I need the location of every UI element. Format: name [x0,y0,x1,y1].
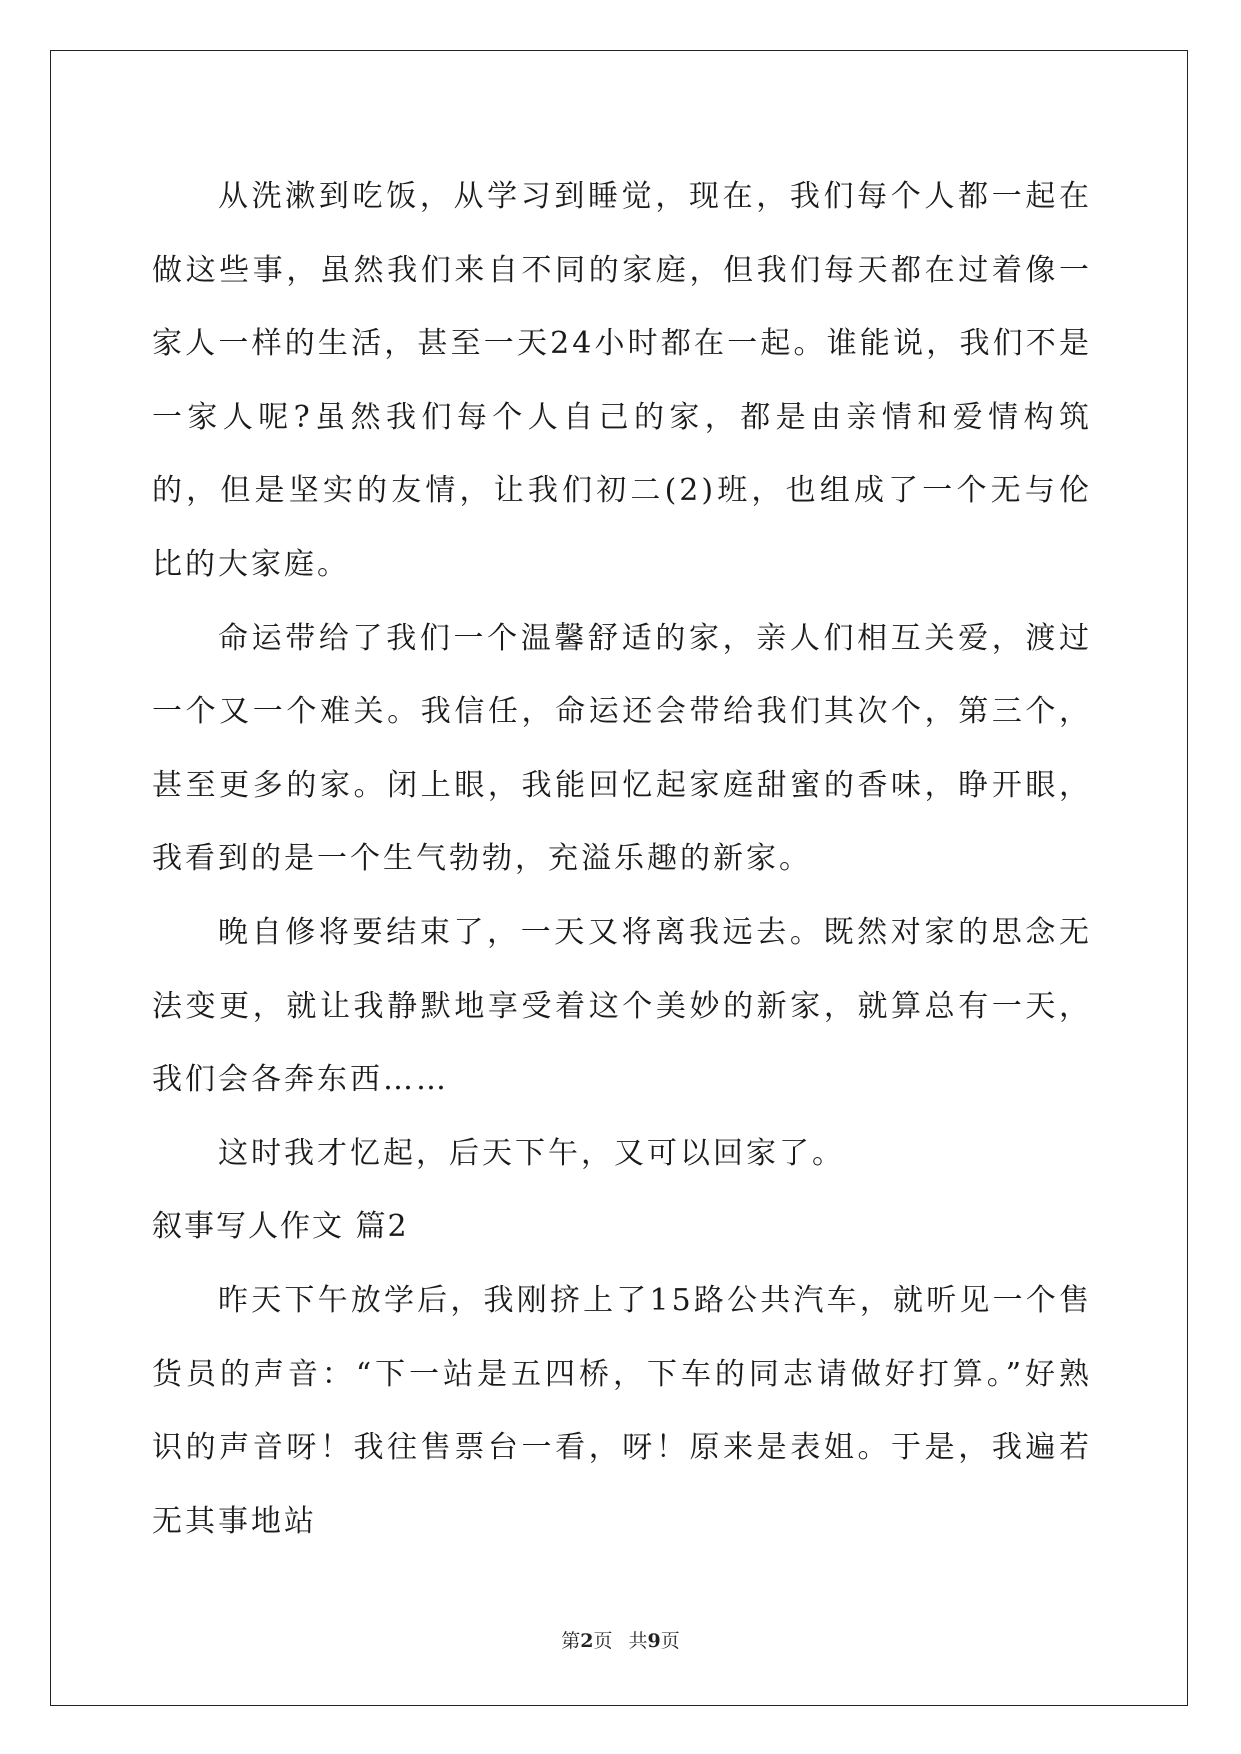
paragraph-1: 从洗漱到吃饭，从学习到睡觉，现在，我们每个人都一起在做这些事，虽然我们来自不同的家庭，但我们每天都在过着像一家人一样的生活，甚至一天24小时都在一起。谁能说，我们不是一家人呢?虽然我们每个人自己的家，都是由亲情和爱情构筑的，但是坚实的友情，让我们初二(2)班，也组成了一个无与伦比的大家庭。 [152,179,1092,582]
page-footer [0,1626,1241,1653]
paragraph-4: 这时我才忆起，后天下午，又可以回家了。 [218,1135,845,1171]
total-prefix: 共 [628,1630,648,1652]
paragraph-5: 昨天下午放学后，我刚挤上了15路公共汽车，就听见一个售货员的声音：“下一站是五四桥，下车的同志请做好打算。”好熟识的声音呀！我往售票台一看，呀！原来是表姐。于是，我遍若无其事地站 [152,1282,1092,1539]
page-suffix: 页 [593,1630,613,1652]
paragraph-2: 命运带给了我们一个温馨舒适的家，亲人们相互关爱，渡过一个又一个难关。我信任，命运还会带给我们其次个，第三个，甚至更多的家。闭上眼，我能回忆起家庭甜蜜的香味，睁开眼，我看到的是一个生气勃勃，充溢乐趣的新家。 [152,620,1092,877]
section-title: 叙事写人作文 篇2 [152,1209,409,1245]
page-current: 2 [580,1630,594,1652]
page-prefix: 第 [561,1630,581,1652]
total-suffix: 页 [660,1630,680,1652]
paragraph-3: 晚自修将要结束了，一天又将离我远去。既然对家的思念无法变更，就让我静默地享受着这个美妙的新家，就算总有一天，我们会各奔东西…… [152,914,1092,1098]
document-body [152,160,1092,1558]
page-total: 9 [647,1630,661,1652]
